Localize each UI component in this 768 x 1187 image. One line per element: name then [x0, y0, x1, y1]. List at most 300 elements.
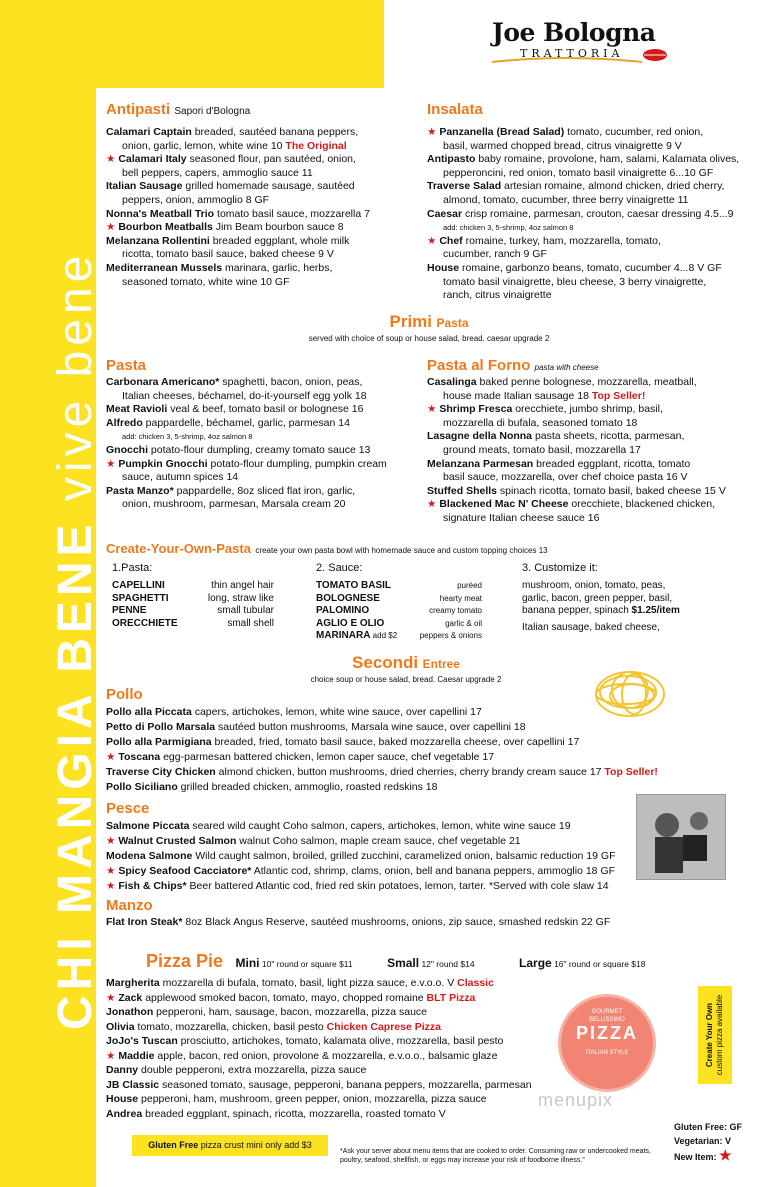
- item-name: Danny: [106, 1064, 139, 1076]
- cyo-step3-label: 3. Customize it:: [522, 562, 598, 574]
- item-desc: pepperoni, ham, sausage, bacon, mozzarella, pizza sauce: [153, 1006, 427, 1018]
- item-name: Pollo alla Parmigiana: [106, 736, 212, 748]
- star-icon: ★: [106, 1049, 119, 1062]
- item-desc-cont: [427, 444, 752, 458]
- item-desc: potato-flour dumpling, creamy tomato sauce 13: [148, 443, 371, 456]
- item-desc: Beer battered Atlantic cod, fried red skin potatoes, lemon, tarter. *Served with cole slaw 14: [186, 880, 609, 892]
- item-name: Olivia: [106, 1020, 135, 1033]
- item-desc: spinach ricotta, tomato basil, baked cheese 15 V: [497, 484, 726, 497]
- menu-item: [427, 262, 752, 276]
- cyo-option-label: SPAGHETTI: [112, 592, 169, 604]
- item-name: Maddie: [118, 1049, 155, 1062]
- cyo-pizza-line1: Create Your Own: [705, 1002, 714, 1068]
- cyo-option-desc: long, straw like: [207, 592, 274, 604]
- star-icon: ★: [719, 1147, 732, 1163]
- watermark: menupix: [538, 1090, 614, 1110]
- item-cont-text: ricotta, tomato basil sauce, baked cheese 9 V: [122, 248, 334, 261]
- item-desc-cont: [427, 390, 752, 404]
- item-cont-text: onion, mushroom, parmesan, Marsala cream 20: [122, 498, 346, 511]
- brand-subtitle: TRATTORIA: [520, 47, 624, 60]
- brand-name: Joe Bologna: [492, 18, 656, 47]
- chef-photo-icon: [637, 795, 725, 879]
- item-desc: applewood smoked bacon, tomato, mayo, chopped romaine: [142, 991, 427, 1004]
- legend-new: New Item:: [674, 1152, 720, 1162]
- primi-title: Primi: [389, 312, 433, 331]
- cyo-option-desc: small shell: [227, 617, 274, 629]
- item-name: Walnut Crusted Salmon: [118, 835, 237, 847]
- cyo-step2-label: 2. Sauce:: [316, 562, 363, 574]
- menu-item: [106, 485, 426, 499]
- menu-item: [106, 1063, 556, 1078]
- vertical-slogan: [48, 251, 103, 1030]
- item-desc: 8oz Black Angus Reserve, sautéed mushrooms, onions, zip sauce, smashed redskin 22 GF: [182, 916, 611, 928]
- cyo-option-name: [112, 618, 193, 631]
- pizza-list: [106, 976, 556, 1121]
- item-name: Fish & Chips*: [118, 880, 187, 892]
- item-tag: BLT Pizza: [426, 991, 476, 1004]
- logo: [492, 18, 692, 70]
- cyo-option-label: MARINARA: [316, 630, 371, 641]
- yellow-top-bar: [0, 0, 384, 88]
- cyo-option-name: [316, 618, 410, 631]
- pesce-section: [106, 800, 646, 894]
- item-name: Casalinga: [427, 376, 477, 388]
- item-desc: sautéed button mushrooms, Marsala wine sauce, over capellini 18: [215, 721, 526, 733]
- item-desc: double pepperoni, extra mozzarella, pizza sauce: [138, 1064, 367, 1076]
- menu-item: [106, 1107, 556, 1122]
- swoosh-icon: [492, 56, 642, 64]
- cyo-step2: [316, 562, 486, 643]
- star-icon: ★: [106, 835, 119, 847]
- menu-item: [106, 750, 706, 765]
- cyo-option: [112, 618, 274, 631]
- star-icon: ★: [106, 880, 119, 892]
- item-name: Calamari Captain: [106, 126, 192, 138]
- menu-item: [106, 444, 426, 458]
- cyo-option-label: CAPELLINI: [112, 580, 165, 591]
- item-desc: breaded eggplant, whole milk: [209, 234, 350, 247]
- menu-item: [106, 403, 426, 417]
- item-desc-cont: [427, 471, 752, 485]
- menu-item: [106, 1020, 556, 1035]
- item-desc: baby romaine, provolone, ham, salami, Kalamata olives,: [475, 153, 740, 166]
- item-desc-cont: [106, 430, 426, 444]
- gluten-free-label: Gluten Free: [148, 1140, 199, 1150]
- item-cont-text: house made Italian sausage 18: [443, 389, 592, 402]
- item-desc: breaded, fried, tomato basil sauce, baked mozzarella cheese, over capellini 17: [211, 736, 580, 748]
- item-cont-text: peppers, onion, ammoglio 8 GF: [122, 193, 270, 206]
- stamp-main: PIZZA: [576, 1023, 638, 1043]
- menu-item: [427, 180, 752, 194]
- menu-item: [106, 720, 706, 735]
- menu-item: [106, 221, 406, 235]
- cyo-option-label: AGLIO E OLIO: [316, 617, 385, 629]
- cyo-option-label: PALOMINO: [316, 605, 370, 616]
- item-name: Carbonara Americano*: [106, 376, 220, 388]
- cyo-option-desc: puréed: [457, 581, 482, 590]
- item-name: Traverse Salad: [427, 180, 502, 193]
- star-icon: ★: [106, 221, 119, 234]
- item-desc: pepperoni, ham, mushroom, green pepper, onion, mozzarella, pizza sauce: [138, 1093, 487, 1105]
- star-icon: ★: [427, 498, 440, 511]
- star-icon: ★: [106, 991, 119, 1004]
- cyo-option: [316, 618, 482, 631]
- stamp-top: GOURMET: [591, 1009, 623, 1015]
- cyo-sauce-table: [316, 580, 482, 643]
- item-cont-text: add: chicken 3, 5-shrimp, 4oz salmon 8: [443, 223, 574, 233]
- menu-item: [427, 126, 752, 140]
- disclaimer: *Ask your server about menu items that are cooked to order. Consuming raw or undercooked meats, poultry, seafood, shellfish, or eggs may increase your risk of foodborne illness.": [340, 1148, 651, 1164]
- cyo-custom-line: Italian sausage, baked cheese,: [522, 621, 660, 633]
- secondi-note: choice soup or house salad, bread. Caesar upgrade 2: [310, 675, 502, 684]
- menu-item: [427, 403, 752, 417]
- item-desc: Atlantic cod, shrimp, clams, onion, bell and banana peppers, ammoglio 18 GF: [251, 865, 616, 877]
- item-tag: The Original: [285, 139, 347, 152]
- cyo-step1: [112, 562, 277, 630]
- cyo-option-name: [316, 580, 410, 593]
- item-name: Pumpkin Gnocchi: [118, 457, 208, 470]
- item-desc-cont: [427, 417, 752, 431]
- menu-item: [106, 126, 406, 140]
- item-desc: grilled homemade sausage, sautéed: [182, 180, 355, 193]
- item-name: Calamari Italy: [118, 153, 187, 166]
- menu-item: [106, 1005, 556, 1020]
- item-name: Caesar: [427, 207, 463, 220]
- item-name: Pasta Manzo*: [106, 484, 174, 497]
- menu-item: [106, 819, 646, 834]
- item-desc: Jim Beam bourbon sauce 8: [212, 221, 344, 234]
- pizza-small-desc: 12" round $14: [419, 959, 475, 969]
- item-desc-cont: [106, 276, 406, 290]
- menu-item: [106, 705, 706, 720]
- menu-item: [106, 417, 426, 431]
- cyo-pasta-table: [112, 580, 274, 630]
- item-tag: Chicken Caprese Pizza: [326, 1020, 442, 1033]
- cyo-step3: [522, 562, 747, 634]
- item-name: Gnocchi: [106, 443, 149, 456]
- pasta-section: [106, 357, 426, 512]
- item-cont-text: basil, warmed chopped bread, citrus vinaigrette 9 V: [443, 139, 682, 152]
- item-desc: grilled breaded chicken, ammoglio, roasted redskins 18: [177, 781, 438, 793]
- item-desc: capers, artichokes, lemon, white wine sauce, over capellini 17: [191, 706, 482, 718]
- item-desc: walnut Coho salmon, maple cream sauce, chef vegetable 21: [236, 835, 521, 847]
- item-name: Chef: [439, 234, 463, 247]
- cyo-option: [112, 605, 274, 618]
- item-desc: breaded eggplant, ricotta, tomato: [533, 457, 691, 470]
- cyo-option-label: BOLOGNESE: [316, 592, 380, 604]
- menu-item: [427, 485, 752, 499]
- cyo-section: [106, 540, 756, 558]
- cyo-option: [316, 593, 482, 606]
- pollo-title: Pollo: [106, 686, 143, 703]
- item-desc-cont: [106, 498, 426, 512]
- star-icon: ★: [106, 153, 119, 166]
- star-icon: ★: [427, 234, 440, 247]
- pizza-header: [146, 951, 746, 972]
- item-desc: egg-parmesan battered chicken, lemon caper sauce, chef vegetable 17: [160, 751, 495, 763]
- item-desc: apple, bacon, red onion, provolone & mozzarella, e.v.o.o., balsamic glaze: [154, 1049, 498, 1062]
- primi-note: served with choice of soup or house salad, bread. caesar upgrade 2: [308, 334, 550, 343]
- menu-item: [106, 235, 406, 249]
- pizza-title: Pizza Pie: [146, 951, 224, 971]
- item-desc: veal & beef, tomato basil or bolognese 16: [167, 403, 364, 416]
- item-name: JB Classic: [106, 1078, 160, 1091]
- star-icon: ★: [427, 403, 440, 416]
- item-name: Panzanella (Bread Salad): [439, 126, 565, 138]
- item-name: Pollo Siciliano: [106, 781, 178, 793]
- item-name: JoJo's Tuscan: [106, 1035, 178, 1047]
- pollo-section: [106, 686, 706, 795]
- item-desc-cont: [427, 140, 752, 154]
- item-tag: Top Seller!: [604, 766, 658, 778]
- item-name: Bourbon Meatballs: [118, 221, 213, 234]
- pizza-large-desc: 16" round or square $18: [551, 959, 646, 969]
- secondi-title: Secondi: [352, 653, 419, 672]
- manzo-section: [106, 897, 706, 930]
- manzo-list: [106, 916, 706, 930]
- item-desc: tomato, mozzarella, chicken, basil pesto: [134, 1020, 327, 1033]
- gluten-free-text: pizza crust mini only add $3: [198, 1140, 312, 1150]
- item-desc: mozzarella di bufala, tomato, basil, light pizza sauce, e.v.o.o. V: [159, 977, 458, 989]
- item-desc: seasoned tomato, sausage, pepperoni, banana peppers, mozzarella, parmesan: [159, 1078, 532, 1091]
- legend-gf: Gluten Free: GF: [674, 1122, 743, 1132]
- item-cont-text: signature Italian cheese sauce 16: [443, 511, 600, 524]
- pesce-title: Pesce: [106, 800, 150, 817]
- item-name: Meat Ravioli: [106, 403, 168, 416]
- item-name: Shrimp Fresca: [439, 403, 513, 416]
- pizza-large-label: Large: [519, 956, 552, 970]
- menu-item: [427, 498, 752, 512]
- forno-list: [427, 376, 752, 526]
- stamp-sub: ITALIAN STYLE: [585, 1050, 629, 1056]
- cyo-step1-label: 1.Pasta:: [112, 562, 153, 574]
- cyo-option: [112, 593, 274, 606]
- menu-item: [427, 208, 752, 222]
- cyo-option-desc: hearty meat: [439, 593, 482, 603]
- item-desc: pasta sheets, ricotta, parmesan,: [532, 430, 685, 443]
- insalata-list: [427, 126, 752, 303]
- star-icon: ★: [106, 457, 119, 470]
- cyo-option-desc: peppers & onions: [419, 631, 482, 640]
- menu-item: [106, 376, 426, 390]
- cyo-custom-line: banana pepper, spinach: [522, 605, 632, 616]
- item-name: Margherita: [106, 977, 160, 989]
- cyo-option: [112, 580, 274, 593]
- item-name: House: [427, 261, 460, 274]
- item-cont-text: sauce, autumn spices 14: [122, 471, 239, 484]
- cyo-option: [316, 630, 482, 643]
- item-desc: tomato basil sauce, mozzarella 7: [214, 207, 370, 220]
- item-desc-cont: [427, 167, 752, 181]
- menu-item: [106, 735, 706, 750]
- cyo-option-extra: add $2: [370, 631, 398, 640]
- forno-title: Pasta al Forno pasta with cheese: [427, 357, 599, 374]
- item-desc-cont: [106, 194, 406, 208]
- menu-item: [106, 1078, 556, 1093]
- item-tag: Top Seller!: [591, 389, 646, 402]
- antipasti-section: [106, 101, 406, 289]
- cyo-option-desc: thin angel hair: [211, 580, 274, 591]
- item-cont-text: basil sauce, mozzarella, over chef choice pasta 16 V: [443, 471, 688, 484]
- antipasti-list: [106, 126, 406, 289]
- menu-item: [106, 864, 646, 879]
- item-desc: pappardelle, béchamel, garlic, parmesan 14: [142, 416, 350, 429]
- legend: [674, 1120, 754, 1164]
- cyo-option-label: ORECCHIETE: [112, 617, 178, 629]
- menu-item: [427, 458, 752, 472]
- item-name: Blackened Mac N' Cheese: [439, 498, 569, 511]
- menu-item: [106, 180, 406, 194]
- cyo-price: $1.25/item: [631, 605, 680, 616]
- item-name: Stuffed Shells: [427, 484, 498, 497]
- item-name: Antipasto: [427, 153, 476, 166]
- cyo-pizza-box: [698, 986, 732, 1084]
- item-desc: almond chicken, button mushrooms, dried cherries, cherry brandy cream sauce 17: [215, 766, 605, 778]
- item-name: Toscana: [118, 751, 161, 763]
- item-desc: tomato, cucumber, red onion,: [564, 126, 704, 138]
- item-tag: Classic: [457, 977, 494, 989]
- cyo-option-desc: creamy tomato: [429, 606, 482, 615]
- cyo-option: [316, 580, 482, 593]
- menu-item: [106, 262, 406, 276]
- cyo-subtitle: create your own pasta bowl with homemade sauce and custom topping choices 13: [255, 546, 548, 555]
- item-desc: prosciutto, artichokes, tomato, kalamata olive, mozzarella, basil pesto: [177, 1035, 504, 1047]
- pollo-list: [106, 705, 706, 795]
- item-desc: romaine, turkey, ham, mozzarella, tomato,: [462, 234, 661, 247]
- cyo-option-desc: garlic & oil: [445, 618, 482, 628]
- cyo-option-name: [112, 580, 193, 593]
- pesce-list: [106, 819, 646, 894]
- menu-item: [106, 879, 646, 894]
- item-cont-text: Italian cheeses, béchamel, do-it-yourself egg yolk 18: [122, 389, 367, 402]
- item-cont-text: onion, garlic, lemon, white wine 10: [122, 139, 286, 152]
- cyo-option: [316, 605, 482, 618]
- item-cont-text: seasoned tomato, white wine 10 GF: [122, 275, 290, 288]
- item-name: Salmone Piccata: [106, 820, 190, 832]
- primi-sub: Pasta: [436, 316, 469, 330]
- menu-item: [106, 780, 706, 795]
- item-name: Zack: [118, 991, 143, 1004]
- menu-item: [106, 1092, 556, 1107]
- item-desc: baked penne bolognese, mozzarella, meatball,: [476, 376, 697, 388]
- cyo-option-label: PENNE: [112, 605, 147, 616]
- cyo-option-name: [316, 593, 410, 606]
- insalata-title: Insalata: [427, 101, 483, 118]
- primi-header: [106, 312, 752, 343]
- cyo-option-name: [316, 630, 410, 643]
- pizza-stamp: [558, 994, 656, 1092]
- item-cont-text: bell peppers, capers, ammoglio sauce 11: [122, 166, 313, 179]
- legend-v: Vegetarian: V: [674, 1136, 732, 1146]
- menu-item: [106, 1034, 556, 1049]
- cyo-option-name: [112, 605, 193, 618]
- item-cont-text: mozzarella di bufala, seasoned tomato 18: [443, 416, 638, 429]
- menu-item: [106, 849, 646, 864]
- item-name: Lasagne della Nonna: [427, 430, 533, 443]
- cyo-custom-line: garlic, bacon, green pepper, basil,: [522, 592, 673, 604]
- item-desc-cont: [427, 276, 752, 290]
- item-desc-cont: [427, 194, 752, 208]
- item-desc: pappardelle, 8oz sliced flat iron, garlic,: [173, 484, 356, 497]
- cyo-option-name: [112, 593, 193, 606]
- menu-item: [427, 235, 752, 249]
- item-desc: marinara, garlic, herbs,: [222, 261, 333, 274]
- menu-item: [427, 376, 752, 390]
- slogan-thin: vive bene: [49, 250, 102, 502]
- item-desc: orecchiete, blackened chicken,: [568, 498, 715, 511]
- chef-photo: [636, 794, 726, 880]
- menu-item: [106, 976, 556, 991]
- secondi-sub: Entree: [422, 657, 460, 671]
- item-desc: Wild caught salmon, broiled, grilled zucchini, caramelized onion, balsamic reduction 19 GF: [192, 850, 616, 862]
- item-desc: breaded, sautéed banana peppers,: [191, 126, 359, 138]
- stamp-mid: BELLISSIMO: [589, 1017, 625, 1023]
- item-name: Melanzana Parmesan: [427, 457, 534, 470]
- antipasti-title: Antipasti Sapori d'Bologna: [106, 101, 251, 118]
- star-icon: ★: [106, 751, 119, 763]
- item-name: Modena Salmone: [106, 850, 193, 862]
- star-icon: ★: [106, 865, 119, 877]
- forno-section: [427, 357, 752, 526]
- item-name: Flat Iron Steak*: [106, 916, 183, 928]
- menu-item: [427, 153, 752, 167]
- item-desc: orecchiete, jumbo shrimp, basil,: [512, 403, 663, 416]
- item-desc-cont: [427, 512, 752, 526]
- item-desc: breaded eggplant, spinach, ricotta, mozzarella, roasted tomato V: [142, 1107, 446, 1120]
- cyo-option-desc: small tubular: [217, 605, 274, 616]
- pasta-list: [106, 376, 426, 512]
- item-desc: potato-flour dumpling, pumpkin cream: [207, 457, 387, 470]
- item-name: House: [106, 1093, 139, 1105]
- item-desc: seasoned flour, pan sautéed, onion,: [186, 153, 356, 166]
- item-desc-cont: [427, 248, 752, 262]
- insalata-section: [427, 101, 752, 303]
- cyo-custom-line: mushroom, onion, tomato, peas,: [522, 580, 666, 591]
- item-name: Italian Sausage: [106, 180, 183, 193]
- item-cont-text: ground meats, tomato basil, mozzarella 17: [443, 443, 641, 456]
- menu-item: [106, 834, 646, 849]
- menu-item: [106, 916, 706, 930]
- item-desc-cont: [106, 471, 426, 485]
- item-name: Jonathon: [106, 1006, 154, 1018]
- item-name: Traverse City Chicken: [106, 766, 216, 778]
- item-desc-cont: [427, 221, 752, 235]
- gluten-free-note: [132, 1135, 328, 1156]
- cyo-option-name: [316, 605, 410, 618]
- item-name: Alfredo: [106, 416, 143, 429]
- menu-item: [106, 1049, 556, 1064]
- item-name: Melanzana Rollentini: [106, 234, 210, 247]
- pizza-small-label: Small: [387, 956, 420, 970]
- item-desc: artesian romaine, almond chicken, dried cherry,: [501, 180, 725, 193]
- lips-icon: [642, 48, 668, 62]
- item-name: Mediterranean Mussels: [106, 261, 223, 274]
- menu-item: [106, 458, 426, 472]
- slogan-bold: CHI MANGIA BENE: [49, 519, 102, 1030]
- item-name: Spicy Seafood Cacciatore*: [118, 865, 252, 877]
- cyo-option-label: TOMATO BASIL: [316, 580, 391, 591]
- menu-item: [427, 430, 752, 444]
- pizza-mini-desc: 10" round or square $11: [259, 959, 353, 969]
- item-desc: seared wild caught Coho salmon, capers, artichokes, lemon, white wine sauce 19: [189, 820, 571, 832]
- item-cont-text: pepperoncini, red onion, tomato basil vinaigrette 6...10 GF: [443, 166, 714, 179]
- item-cont-text: almond, tomato, cucumber, three berry vinaigrette 11: [443, 193, 689, 206]
- item-cont-text: cucumber, ranch 9 GF: [443, 248, 547, 261]
- item-desc: crisp romaine, parmesan, crouton, caesar dressing 4.5...9: [462, 207, 734, 220]
- item-desc-cont: [106, 248, 406, 262]
- star-icon: ★: [427, 126, 440, 138]
- item-name: Andrea: [106, 1107, 143, 1120]
